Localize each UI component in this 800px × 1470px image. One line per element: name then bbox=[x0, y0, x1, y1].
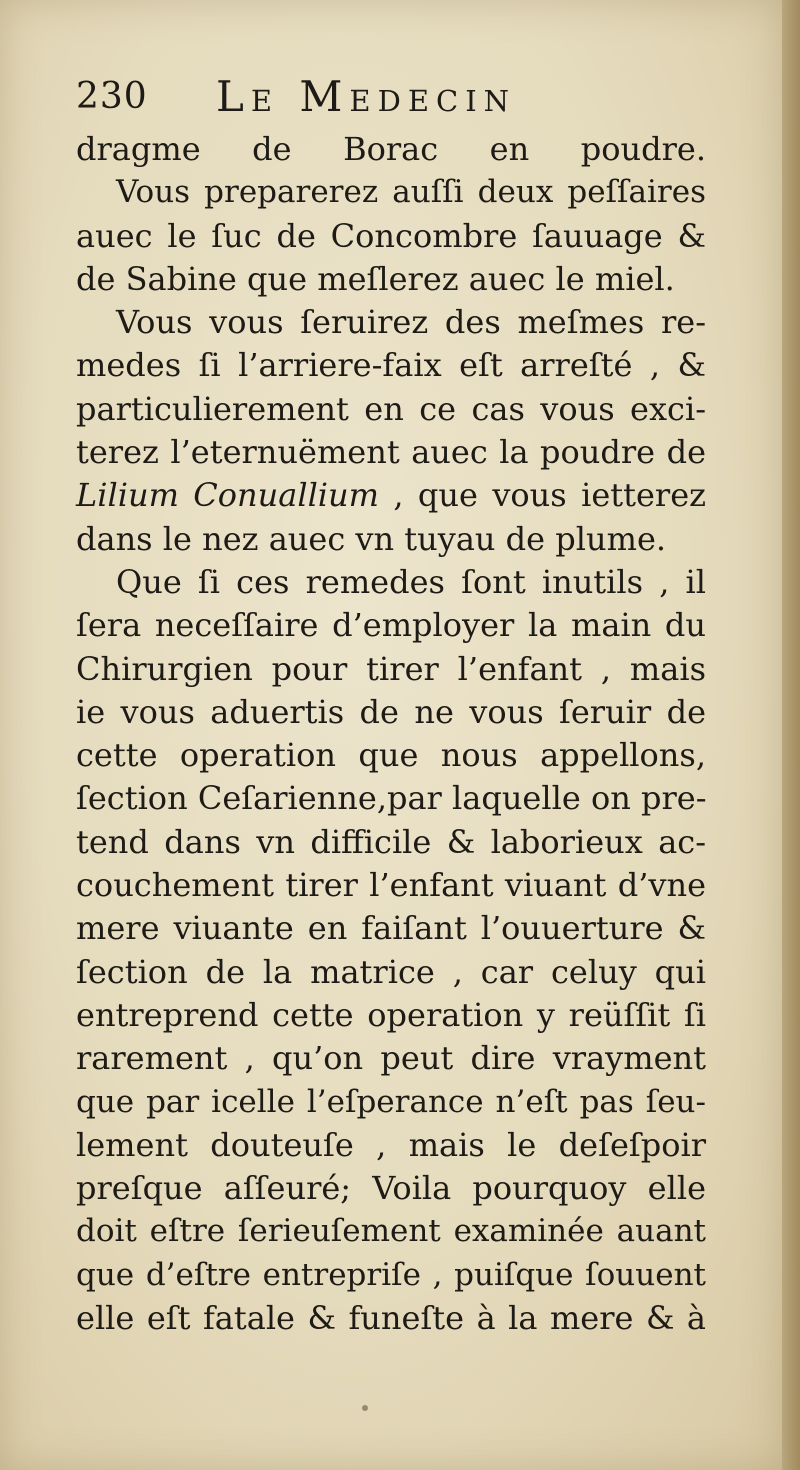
text-line: dragme de Borac en poudre. bbox=[76, 130, 706, 168]
text-line: elle eſt fatale & funeſte à la mere & à bbox=[76, 1299, 706, 1338]
running-title: Le Medecin bbox=[216, 72, 517, 121]
text-line: ſection de la matrice , car celuy qui bbox=[76, 952, 706, 991]
text-line: preſque aſſeuré; Voila pourquoy elle bbox=[76, 1169, 706, 1208]
text-line: rarement , qu’on peut dire vrayment bbox=[76, 1039, 706, 1078]
text-line: mere viuante en faiſant l’ouuerture & bbox=[76, 909, 706, 948]
paragraph-end-line: de Sabine que meſlerez auec le miel. bbox=[76, 259, 675, 298]
text-line: particulierement en ce cas vous exci- bbox=[76, 389, 706, 428]
text-line: entreprend cette operation y reüſſit ſi bbox=[76, 995, 706, 1034]
text-line: tend dans vn difficile & laborieux ac- bbox=[76, 822, 706, 861]
paragraph-end-line: dans le nez auec vn tuyau de plume. bbox=[76, 519, 667, 558]
text-line: auec le ſuc de Concombre ſauuage & bbox=[76, 216, 706, 255]
text-line: couchement tirer l’enfant viuant d’vne bbox=[76, 866, 706, 905]
text-line: que par icelle l’eſperance n’eſt pas ſeu- bbox=[76, 1083, 706, 1120]
text-line: terez l’eternuëment auec la poudre de bbox=[76, 433, 706, 472]
page-edge bbox=[782, 0, 800, 1470]
running-head bbox=[76, 72, 716, 122]
text-line: ie vous aduertis de ne vous ſeruir de bbox=[76, 692, 706, 731]
paper-speck bbox=[362, 1405, 368, 1411]
text-line: Chirurgien pour tirer l’enfant , mais bbox=[76, 649, 706, 688]
paragraph-start-line: Vous preparerez auſſi deux peſſaires bbox=[116, 174, 706, 211]
text-line: ſera neceſſaire d’employer la main du bbox=[76, 606, 706, 645]
text-line-remainder: , que vous ietterez bbox=[379, 476, 707, 515]
text-line: doit eſtre ſerieuſement examinée auant bbox=[76, 1213, 706, 1250]
text-line-with-latin-term bbox=[76, 474, 706, 517]
text-line: cette operation que nous appellons, bbox=[76, 736, 706, 775]
text-line: medes ſi l’arriere-faix eſt arreſté , & bbox=[76, 346, 706, 385]
page-number: 230 bbox=[76, 76, 148, 117]
paragraph-start-line: Que ſi ces remedes ſont inutils , il bbox=[116, 562, 706, 601]
latin-plant-name: Lilium Conuallium bbox=[76, 476, 379, 515]
text-line: lement douteuſe , mais le deſeſpoir bbox=[76, 1125, 706, 1164]
body-text bbox=[76, 128, 706, 1340]
paragraph-start-line: Vous vous ſeruirez des meſmes re- bbox=[116, 303, 706, 342]
text-line: que d’eſtre entrepriſe , puiſque ſouuent bbox=[76, 1256, 706, 1293]
text-line: ſection Ceſarienne,par laquelle on pre- bbox=[76, 779, 707, 818]
